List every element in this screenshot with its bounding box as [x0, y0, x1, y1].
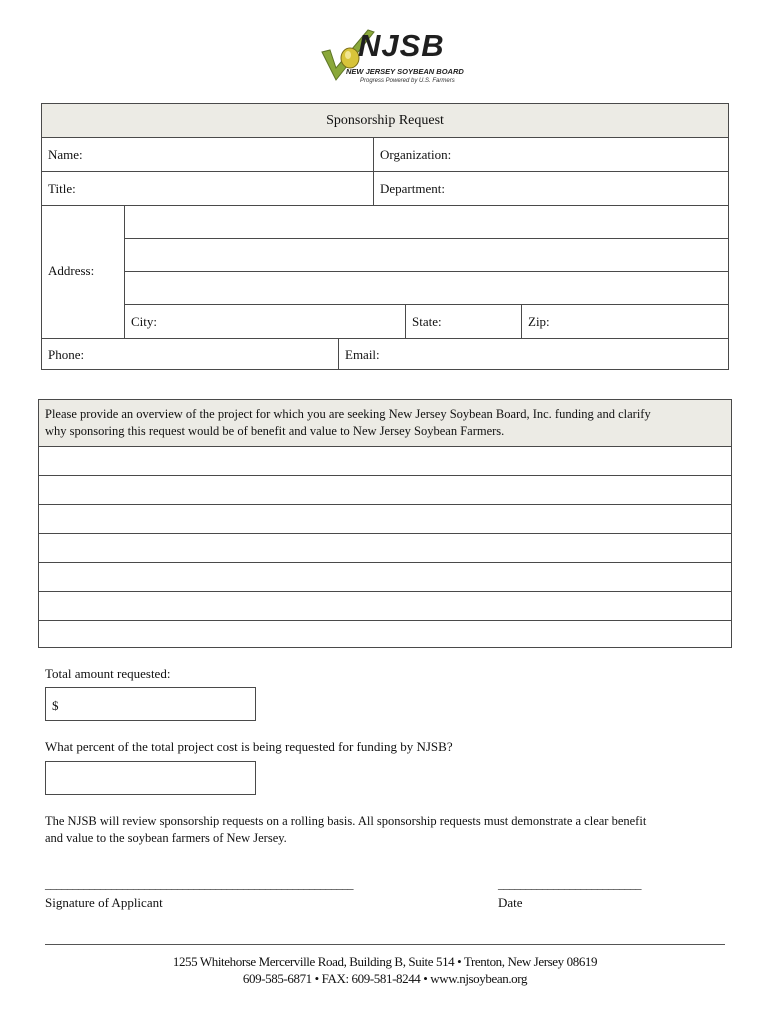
email-label: Email:	[345, 347, 380, 362]
overview-prompt-row	[38, 399, 732, 447]
organization-label: Organization:	[380, 147, 452, 162]
department-field[interactable]	[373, 171, 729, 206]
footer-divider	[45, 944, 725, 945]
amount-input[interactable]	[45, 687, 256, 721]
city-label: City:	[131, 314, 158, 329]
state-label: State:	[412, 314, 442, 329]
name-label: Name:	[48, 147, 83, 162]
logo	[318, 26, 464, 92]
form-title-row	[41, 103, 729, 138]
email-field[interactable]	[338, 338, 729, 370]
date-line[interactable]: __________________________	[498, 877, 641, 891]
footer-contact: 609-585-6871 • FAX: 609-581-8244 • www.njsoybean.org	[242, 971, 528, 986]
logo-tagline: Progress Powered by U.S. Farmers	[360, 78, 455, 84]
amount-label: Total amount requested:	[45, 666, 171, 681]
address-line-3-field[interactable]	[124, 271, 729, 305]
address-label: Address:	[48, 263, 95, 278]
date-label: Date	[498, 895, 523, 910]
currency-symbol: $	[52, 698, 59, 713]
signature-line[interactable]: ________________________________________________________	[45, 877, 353, 891]
phone-field[interactable]	[41, 338, 339, 370]
city-field[interactable]	[124, 304, 406, 339]
footer-address: 1255 Whitehorse Mercerville Road, Building B, Suite 514 • Trenton, New Jersey 08619	[172, 954, 598, 969]
overview-line-field[interactable]	[38, 475, 732, 505]
overview-line-field[interactable]	[38, 562, 732, 592]
overview-line-field[interactable]	[38, 446, 732, 476]
organization-field[interactable]	[373, 137, 729, 172]
title-label: Title:	[48, 181, 76, 196]
title-field[interactable]	[41, 171, 374, 206]
form-title: Sponsorship Request	[326, 113, 444, 128]
notice-line-2: and value to the soybean farmers of New Jersey.	[45, 831, 287, 845]
percent-label: What percent of the total project cost is being requested for funding by NJSB?	[45, 739, 453, 754]
address-label-cell	[41, 205, 125, 339]
logo-subtitle: NEW JERSEY SOYBEAN BOARD	[346, 67, 464, 76]
overview-line-field[interactable]	[38, 533, 732, 563]
overview-prompt-line-2: why sponsoring this request would be of benefit and value to New Jersey Soybean Farmers.	[45, 424, 505, 438]
percent-input[interactable]	[45, 761, 256, 795]
overview-line-field[interactable]	[38, 504, 732, 534]
address-line-2-field[interactable]	[124, 238, 729, 272]
zip-field[interactable]	[521, 304, 729, 339]
phone-label: Phone:	[48, 347, 85, 362]
overview-line-field[interactable]	[38, 620, 732, 648]
zip-label: Zip:	[528, 314, 550, 329]
address-line-1-field[interactable]	[124, 205, 729, 239]
overview-line-field[interactable]	[38, 591, 732, 621]
overview-prompt-line-1: Please provide an overview of the project for which you are seeking New Jersey Soybean Board, Inc. funding and clarify	[45, 407, 651, 421]
logo-name: NJSB	[358, 28, 445, 63]
state-field[interactable]	[405, 304, 522, 339]
notice-line-1: The NJSB will review sponsorship requests on a rolling basis. All sponsorship requests must demonstrate a clear benefit	[45, 814, 647, 828]
department-label: Department:	[380, 181, 445, 196]
name-field[interactable]	[41, 137, 374, 172]
signature-label: Signature of Applicant	[45, 895, 163, 910]
